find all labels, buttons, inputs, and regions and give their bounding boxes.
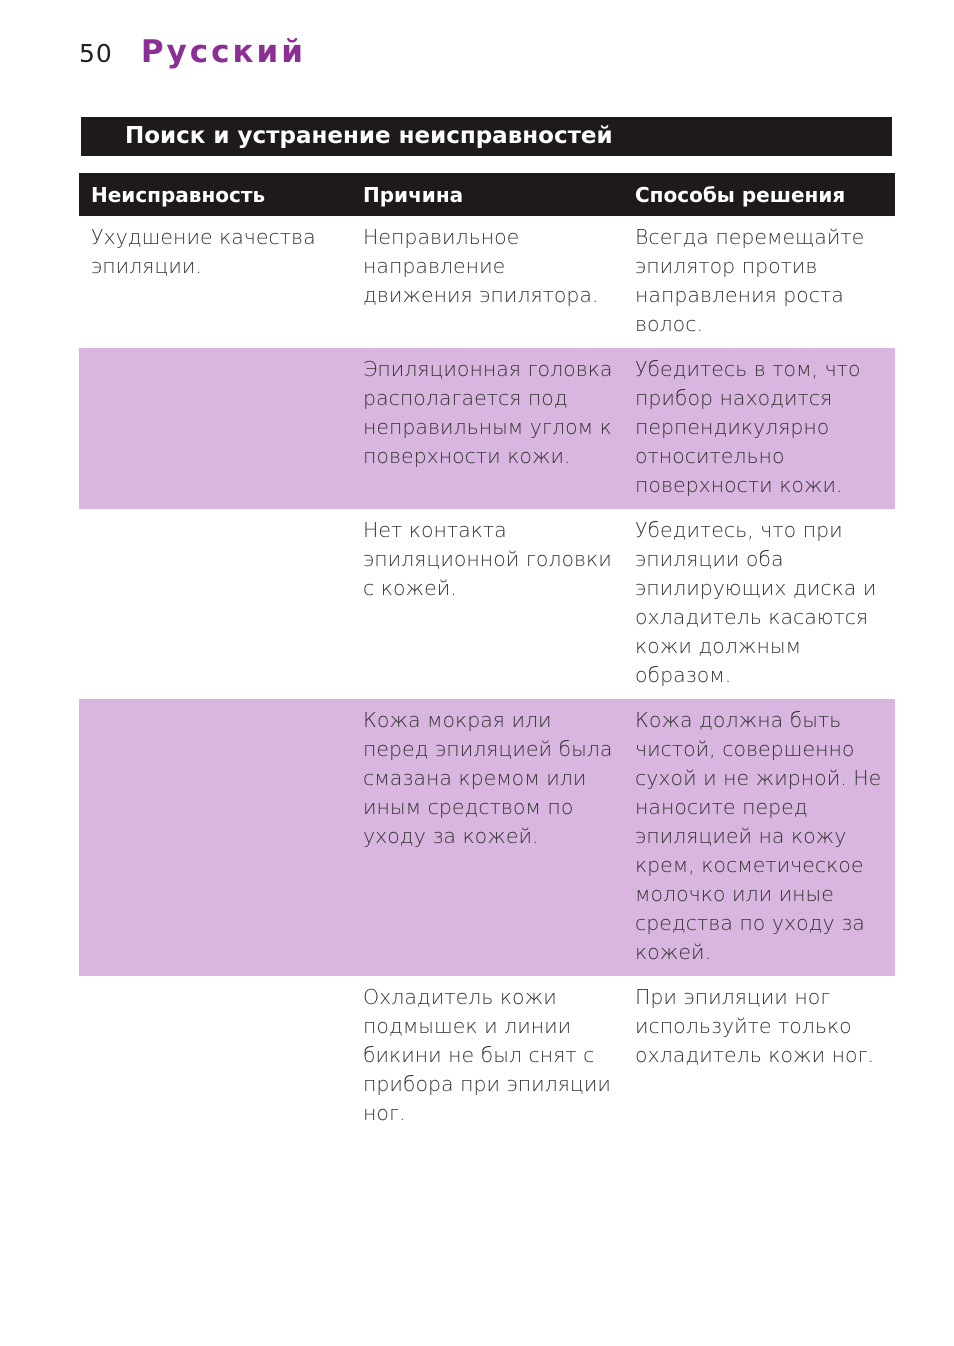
problem-cell [79,976,351,1137]
solution-cell: Всегда перемещайте эпилятор против направления роста волос. [635,225,865,336]
troubleshooting-table [79,173,895,1137]
problem-cell [79,348,351,509]
solution-cell: Убедитесь в том, что прибор находится перпендикулярно относительно поверхности кожи. [623,348,895,509]
table-row [79,509,895,699]
column-header-problem: Неисправность [79,173,351,216]
page-number: 50 [79,39,113,68]
section-title: Поиск и устранение неисправностей [81,117,892,156]
table-row [79,348,895,509]
problem-cell [79,699,351,976]
cause-cell: Неправильное направление движения эпилятора. [363,225,599,307]
cause-cell: Кожа мокрая или перед эпиляцией была смазана кремом или иным средством по уходу за кожей. [351,699,623,976]
column-header-cause: Причина [351,173,623,216]
language-title: Русский [140,34,306,70]
problem-cell: Ухудшение качества эпиляции. [91,225,316,278]
solution-cell: Кожа должна быть чистой, совершенно сухой и не жирной. Не наносите перед эпиляцией на кожу крем, косметическое молочко или иные средства по уходу за кожей. [623,699,895,976]
solution-cell: При эпиляции ног используйте только охладитель кожи ног. [635,985,875,1067]
cause-cell: Эпиляционная головка располагается под неправильным углом к поверхности кожи. [351,348,623,509]
table-row [79,699,895,976]
cause-cell: Охладитель кожи подмышек и линии бикини не был снят с прибора при эпиляции ног. [363,985,611,1125]
table-row [79,216,895,348]
cause-cell: Нет контакта эпиляционной головки с кожей. [363,518,612,600]
column-header-solution: Способы решения [623,173,895,216]
page-header [79,34,306,74]
solution-cell: Убедитесь, что при эпиляции оба эпилирующих диска и охладитель касаются кожи должным образом. [635,518,877,687]
table-header-row [79,173,895,216]
problem-cell [79,509,351,699]
table-row [79,976,895,1137]
